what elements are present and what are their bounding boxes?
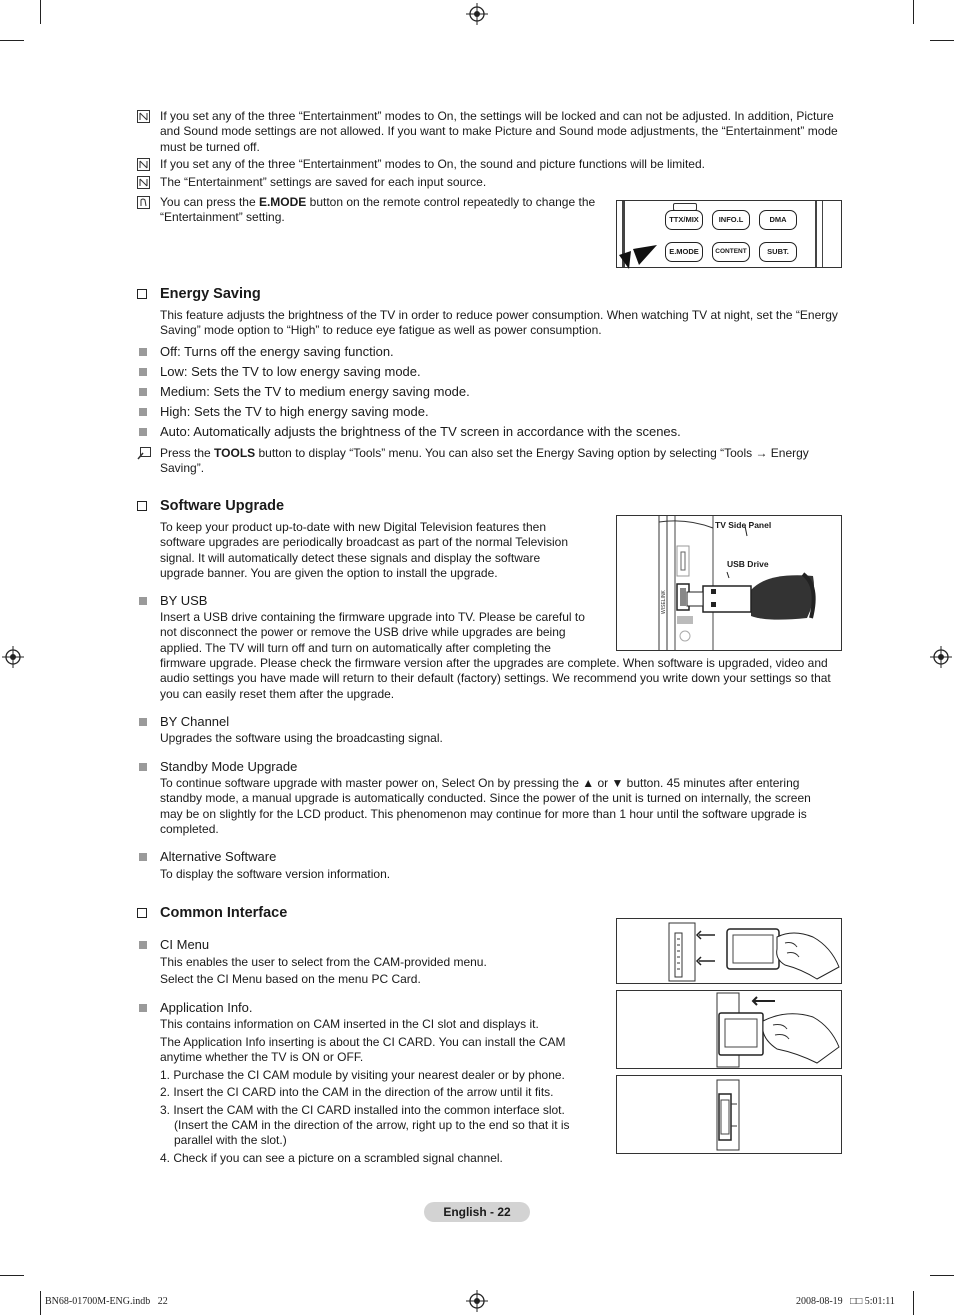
pointer-hand-icon	[617, 241, 667, 269]
crop-mark	[930, 40, 954, 41]
tools-icon	[137, 447, 151, 460]
section-title: Software Upgrade	[160, 498, 285, 514]
remote-key: E.MODE	[665, 242, 703, 262]
note-icon	[137, 158, 150, 171]
bullet-icon	[139, 388, 147, 396]
section-desc: This feature adjusts the brightness of the TV in order to reduce power consumption. When watching TV at night, set the “Energy Saving” mode option to “High” to reduce eye fatigue as well as power consumption.	[160, 308, 838, 338]
cam-insert-illustration	[617, 991, 841, 1068]
crop-mark	[40, 0, 41, 24]
remote-key: TTX/MIX	[665, 210, 703, 230]
registration-mark-icon	[930, 646, 952, 668]
figure-label: TV Side Panel	[715, 520, 772, 530]
step-item: 3. Insert the CAM with the CI CARD installed into the common interface slot.	[160, 1103, 565, 1117]
step-item: 2. Insert the CI CARD into the CAM in the direction of the arrow until it fits.	[160, 1085, 554, 1099]
bullet-icon	[139, 941, 147, 949]
subsection-title: CI Menu	[160, 937, 210, 952]
bullet-icon	[139, 348, 147, 356]
bullet-icon	[139, 718, 147, 726]
remote-key: CONTENT	[712, 242, 750, 262]
subsection-text: To display the software version information.	[160, 867, 391, 881]
note-icon	[137, 176, 150, 189]
remote-key: SUBT.	[759, 242, 797, 262]
section-title: Common Interface	[160, 905, 288, 921]
bullet-icon	[139, 597, 147, 605]
registration-mark-icon	[466, 3, 488, 25]
subsection-title: Application Info.	[160, 1000, 253, 1015]
step-item: 1. Purchase the CI CAM module by visiting your nearest dealer or by phone.	[160, 1068, 565, 1082]
footer-file: BN68-01700M-ENG.indb 22	[45, 1296, 168, 1307]
section-checkbox-icon	[137, 289, 147, 299]
registration-mark-icon	[2, 646, 24, 668]
page-number-badge: English - 22	[424, 1202, 530, 1222]
cam-installed-illustration	[617, 1076, 841, 1153]
note-text: If you set any of the three “Entertainment” modes to On, the settings will be locked and can not be adjusted. In addition, Picture and Sound mode settings are not allowed. If you want to make Picture and Sound mode adjustments, the “Entertainment” mode must be turned off.	[160, 109, 838, 154]
subsection-text: Select the CI Menu based on the menu PC Card.	[160, 972, 421, 986]
step-item: 4. Check if you can see a picture on a scrambled signal channel.	[160, 1151, 503, 1165]
bullet-icon	[139, 408, 147, 416]
crop-mark	[913, 1291, 914, 1315]
subsection-title: BY USB	[160, 593, 208, 608]
ci-figure-step-3	[616, 1075, 842, 1154]
bullet-icon	[139, 1004, 147, 1012]
bullet-icon	[139, 428, 147, 436]
list-item: Off: Turns off the energy saving function.	[160, 344, 394, 359]
crop-mark	[40, 1291, 41, 1315]
remote-button-icon	[137, 196, 150, 209]
ci-figure-step-2	[616, 990, 842, 1069]
section-desc: To keep your product up-to-date with new Digital Television features then software upgrades are periodically broadcast as part of the normal Television signal. It will automatically detect these signals and display the software upgrade banner. You are given the option to install the upgrade.	[160, 520, 568, 581]
subsection-text: To continue software upgrade with master power on, Select On by pressing the ▲ or ▼ button. 45 minutes after entering standby mode, a manual upgrade is automatically conducted. Since the power of the unit is turned on internally, the screen may be on slightly for the LCD product. This phenomenon may continue for more than 1 hour until the software upgrade is completed.	[160, 776, 811, 837]
bullet-icon	[139, 368, 147, 376]
crop-mark	[930, 1275, 954, 1276]
figure-label: USB Drive	[727, 559, 769, 569]
port-label: WISELINK	[661, 590, 667, 614]
remote-key: INFO.L	[712, 210, 750, 230]
note-icon	[137, 110, 150, 123]
subsection-text: Upgrades the software using the broadcasting signal.	[160, 731, 443, 745]
ci-figure-step-1	[616, 918, 842, 984]
subsection-text: This enables the user to select from the CAM-provided menu.	[160, 955, 487, 969]
subsection-text: firmware upgrade. Please check the firmware version after the upgrades are complete. When software is upgraded, video and audio settings you have made will return to their default (factory) settings. We recommend you write down your settings so that you can easily reset them after the upgrade.	[160, 656, 831, 701]
remote-figure	[616, 200, 842, 268]
subsection-title: Standby Mode Upgrade	[160, 759, 298, 774]
bullet-icon	[139, 853, 147, 861]
crop-mark	[0, 40, 24, 41]
subsection-text: This contains information on CAM inserted in the CI slot and displays it.	[160, 1017, 539, 1031]
section-title: Energy Saving	[160, 286, 261, 302]
list-item: Auto: Automatically adjusts the brightness of the TV screen in accordance with the scenes.	[160, 424, 681, 439]
crop-mark	[913, 0, 914, 24]
crop-mark	[0, 1275, 24, 1276]
subsection-text: Insert a USB drive containing the firmware upgrade into TV. Please be careful to not disconnect the power or remove the USB drive while upgrades are being applied. The TV will turn off and turn on automatically after completing the	[160, 610, 585, 655]
bullet-icon	[139, 763, 147, 771]
tv-side-panel-illustration	[617, 516, 841, 650]
ci-card-insert-illustration	[617, 919, 841, 983]
step-item: (Insert the CAM in the direction of the arrow, right up to the end so that it is parallel with the slot.)	[174, 1118, 570, 1148]
list-item: Medium: Sets the TV to medium energy saving mode.	[160, 384, 470, 399]
section-checkbox-icon	[137, 908, 147, 918]
subsection-text: The Application Info inserting is about the CI CARD. You can install the CAM anytime whether the TV is ON or OFF.	[160, 1035, 566, 1065]
note-text: If you set any of the three “Entertainment” modes to On, the sound and picture functions will be limited.	[160, 157, 705, 171]
subsection-title: BY Channel	[160, 714, 230, 729]
registration-mark-icon	[466, 1290, 488, 1312]
list-item: High: Sets the TV to high energy saving mode.	[160, 404, 429, 419]
note-text: The “Entertainment” settings are saved for each input source.	[160, 175, 487, 189]
tools-note: Press the TOOLS button to display “Tools” menu. You can also set the Energy Saving option by selecting “Tools → Energy Saving”.	[160, 446, 809, 476]
subsection-title: Alternative Software	[160, 849, 277, 864]
section-checkbox-icon	[137, 501, 147, 511]
footer-date: 2008-08-19 □□ 5:01:11	[796, 1296, 895, 1307]
emode-note: You can press the E.MODE button on the remote control repeatedly to change the “Entertainment” setting.	[160, 195, 596, 225]
remote-key: DMA	[759, 210, 797, 230]
usb-figure	[616, 515, 842, 651]
list-item: Low: Sets the TV to low energy saving mode.	[160, 364, 421, 379]
